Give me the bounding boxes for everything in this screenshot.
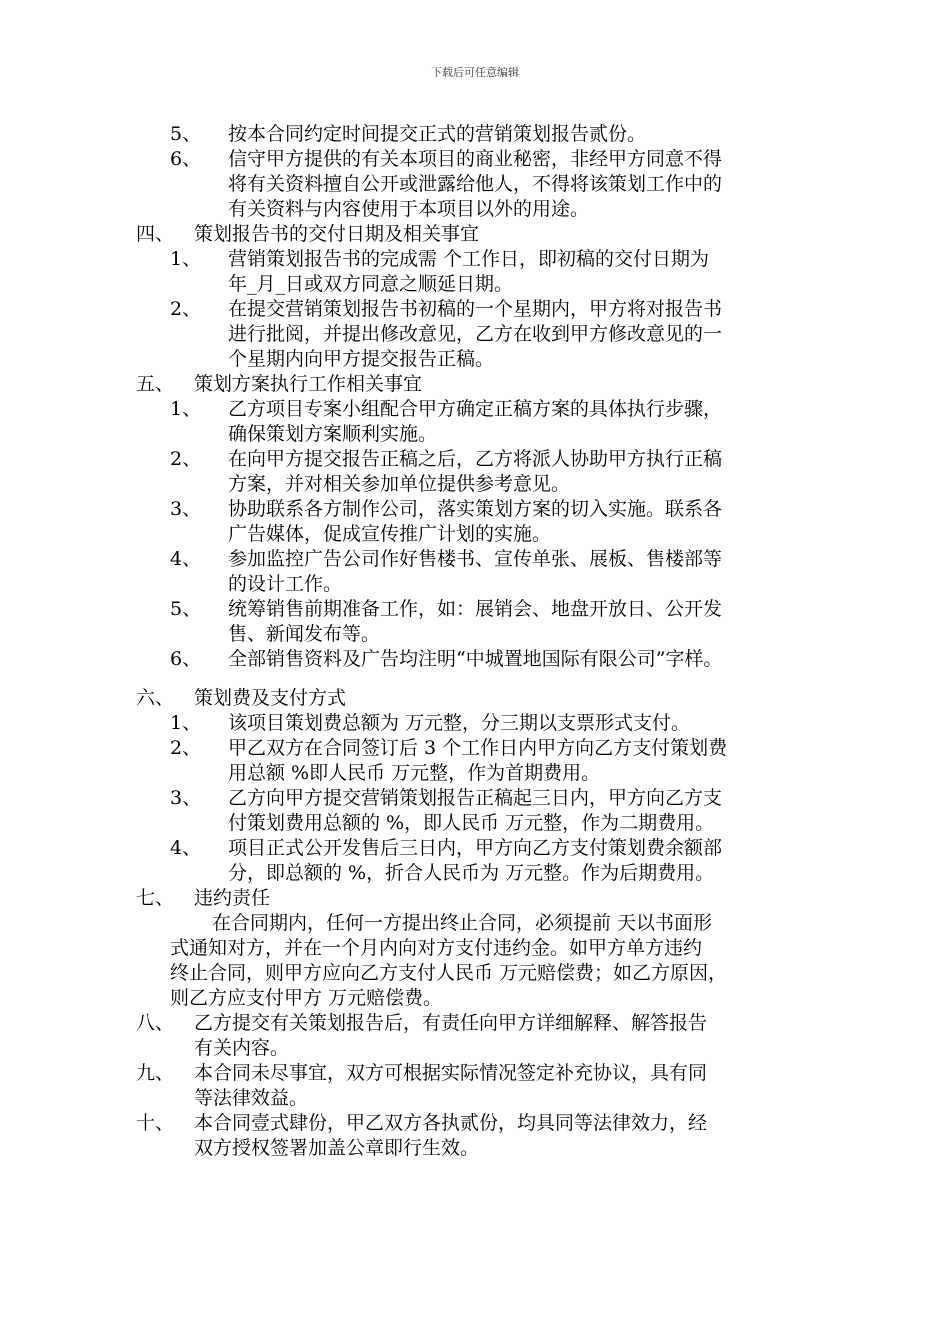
section-text: 违约责任 xyxy=(194,887,271,909)
item-text: 按本合同约定时间提交正式的营销策划报告贰份。 xyxy=(228,123,647,145)
text-line xyxy=(0,811,950,836)
text-line xyxy=(0,786,950,811)
item-text: 将有关资料擅自公开或泄露给他人，不得将该策划工作中的 xyxy=(228,173,723,195)
item-text: 有关资料与内容使用于本项目以外的用途。 xyxy=(228,198,590,220)
item-text: 信守甲方提供的有关本项目的商业秘密，非经甲方同意不得 xyxy=(228,148,723,170)
item-text: 该项目策划费总额为 万元整，分三期以支票形式支付。 xyxy=(228,712,691,734)
section-number: 五、 xyxy=(136,373,175,395)
item-number: 4、 xyxy=(170,837,202,859)
list-item xyxy=(0,836,950,886)
item-text: 统筹销售前期准备工作，如：展销会、地盘开放日、公开发 xyxy=(228,598,723,620)
item-text: 乙方向甲方提交营销策划报告正稿起三日内，甲方向乙方支 xyxy=(228,787,723,809)
text-line xyxy=(0,936,950,961)
text-line xyxy=(0,372,950,397)
text-line xyxy=(0,147,950,172)
item-number: 6、 xyxy=(170,648,202,670)
page-header: 下载后可任意编辑 xyxy=(431,66,519,79)
item-text: 付策划费用总额的 %，即人民币 万元整，作为二期费用。 xyxy=(228,812,715,834)
item-text: 用总额 %即人民币 万元整，作为首期费用。 xyxy=(228,762,601,784)
list-item xyxy=(0,497,950,547)
text-line xyxy=(0,1136,950,1161)
text-line xyxy=(0,686,950,711)
text-line xyxy=(0,322,950,347)
text-line xyxy=(0,1011,950,1036)
item-number: 2、 xyxy=(170,298,202,320)
section-heading xyxy=(0,222,950,247)
text-line xyxy=(0,597,950,622)
item-text: 营销策划报告书的完成需 个工作日，即初稿的交付日期为 xyxy=(228,248,710,270)
item-number: 3、 xyxy=(170,498,202,520)
item-number: 5、 xyxy=(170,123,202,145)
text-line xyxy=(0,422,950,447)
item-text: 在提交营销策划报告书初稿的一个星期内，甲方将对报告书 xyxy=(228,298,723,320)
text-line xyxy=(0,197,950,222)
list-item xyxy=(0,786,950,836)
item-number: 2、 xyxy=(170,448,202,470)
list-item xyxy=(0,711,950,736)
text-line xyxy=(0,122,950,147)
text-line xyxy=(0,861,950,886)
text-line xyxy=(0,572,950,597)
section-number: 六、 xyxy=(136,687,175,709)
item-text: 年_月_日或双方同意之顺延日期。 xyxy=(228,273,514,295)
text-line xyxy=(0,1111,950,1136)
item-text: 全部销售资料及广告均注明“中城置地国际有限公司”字样。 xyxy=(228,648,723,670)
text-line xyxy=(0,647,950,672)
item-text: 分，即总额的 %，折合人民币为 万元整。作为后期费用。 xyxy=(228,862,715,884)
text-line xyxy=(0,272,950,297)
section-text: 双方授权签署加盖公章即行生效。 xyxy=(194,1137,480,1159)
text-line xyxy=(0,347,950,372)
text-line xyxy=(0,397,950,422)
item-number: 1、 xyxy=(170,248,202,270)
section-text: 策划费及支付方式 xyxy=(194,687,347,709)
section-number: 七、 xyxy=(136,887,175,909)
text-line xyxy=(0,522,950,547)
text-line xyxy=(0,761,950,786)
list-item xyxy=(0,297,950,372)
list-item xyxy=(0,597,950,647)
section-text: 乙方提交有关策划报告后，有责任向甲方详细解释、解答报告 xyxy=(194,1012,708,1034)
text-line xyxy=(0,172,950,197)
section-text: 本合同未尽事宜，双方可根据实际情况签定补充协议，具有同 xyxy=(194,1062,708,1084)
text-line xyxy=(0,222,950,247)
section-heading xyxy=(0,1061,950,1111)
section-heading xyxy=(0,686,950,711)
paragraph-text: 在合同期内，任何一方提出终止合同，必须提前 天以书面形 xyxy=(212,912,713,934)
item-text: 甲乙双方在合同签订后 3 个工作日内甲方向乙方支付策划费 xyxy=(228,737,728,759)
list-item xyxy=(0,647,950,672)
item-text: 个星期内向甲方提交报告正稿。 xyxy=(228,348,495,370)
text-line xyxy=(0,886,950,911)
list-item xyxy=(0,547,950,597)
item-number: 3、 xyxy=(170,787,202,809)
item-text: 广告媒体，促成宣传推广计划的实施。 xyxy=(228,523,552,545)
text-line xyxy=(0,497,950,522)
item-text: 确保策划方案顺利实施。 xyxy=(228,423,438,445)
section-heading xyxy=(0,372,950,397)
item-text: 协助联系各方制作公司，落实策划方案的切入实施。联系各 xyxy=(228,498,723,520)
list-item xyxy=(0,447,950,497)
paragraph-text: 则乙方应支付甲方 万元赔偿费。 xyxy=(170,987,443,1009)
item-text: 乙方项目专案小组配合甲方确定正稿方案的具体执行步骤， xyxy=(228,398,723,420)
section-heading xyxy=(0,1011,950,1061)
text-line xyxy=(0,1086,950,1111)
section-text: 本合同壹式肆份，甲乙双方各执贰份，均具同等法律效力，经 xyxy=(194,1112,708,1134)
section-text: 等法律效益。 xyxy=(194,1087,309,1109)
item-text: 售、新闻发布等。 xyxy=(228,623,381,645)
text-line xyxy=(0,1036,950,1061)
item-text: 在向甲方提交报告正稿之后，乙方将派人协助甲方执行正稿 xyxy=(228,448,723,470)
text-line xyxy=(0,472,950,497)
section-text: 策划方案执行工作相关事宜 xyxy=(194,373,423,395)
text-line xyxy=(0,447,950,472)
text-line xyxy=(0,297,950,322)
blank-line xyxy=(0,672,950,686)
item-text: 项目正式公开发售后三日内，甲方向乙方支付策划费余额部 xyxy=(228,837,723,859)
paragraph-text: 式通知对方，并在一个月内向对方支付违约金。如甲方单方违约 xyxy=(170,937,703,959)
section-number: 八、 xyxy=(136,1012,175,1034)
list-item xyxy=(0,247,950,297)
contract-body xyxy=(0,122,950,1161)
section-heading xyxy=(0,1111,950,1161)
text-line xyxy=(0,986,950,1011)
item-text: 方案，并对相关参加单位提供参考意见。 xyxy=(228,473,571,495)
paragraph-text: 终止合同，则甲方应向乙方支付人民币 万元赔偿费；如乙方原因， xyxy=(170,962,728,984)
paragraph xyxy=(0,911,950,1011)
text-line xyxy=(0,836,950,861)
item-number: 1、 xyxy=(170,398,202,420)
item-number: 2、 xyxy=(170,737,202,759)
text-line xyxy=(0,622,950,647)
item-number: 6、 xyxy=(170,148,202,170)
list-item xyxy=(0,736,950,786)
text-line xyxy=(0,547,950,572)
item-number: 4、 xyxy=(170,548,202,570)
item-number: 5、 xyxy=(170,598,202,620)
text-line xyxy=(0,911,950,936)
item-text: 进行批阅，并提出修改意见，乙方在收到甲方修改意见的一 xyxy=(228,323,723,345)
section-text: 有关内容。 xyxy=(194,1037,290,1059)
section-text: 策划报告书的交付日期及相关事宜 xyxy=(194,223,480,245)
text-line xyxy=(0,1061,950,1086)
section-heading xyxy=(0,886,950,911)
item-text: 参加监控广告公司作好售楼书、宣传单张、展板、售楼部等 xyxy=(228,548,723,570)
text-line xyxy=(0,247,950,272)
section-number: 四、 xyxy=(136,223,175,245)
list-item xyxy=(0,397,950,447)
section-number: 十、 xyxy=(136,1112,175,1134)
list-item xyxy=(0,122,950,147)
section-number: 九、 xyxy=(136,1062,175,1084)
text-line xyxy=(0,961,950,986)
item-text: 的设计工作。 xyxy=(228,573,343,595)
text-line xyxy=(0,711,950,736)
text-line xyxy=(0,736,950,761)
list-item xyxy=(0,147,950,222)
item-number: 1、 xyxy=(170,712,202,734)
